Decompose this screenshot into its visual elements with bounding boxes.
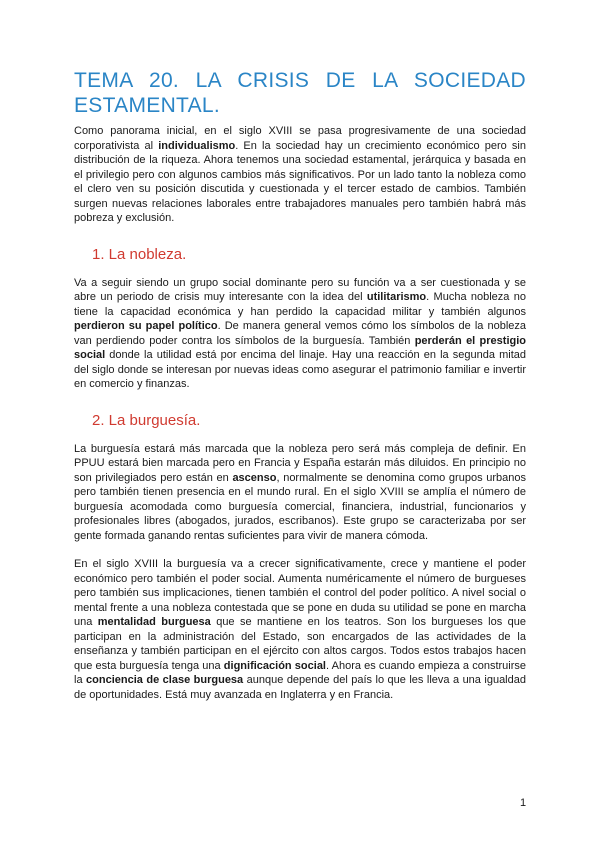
nobleza-text-3: . De manera general vemos cómo los símbolos de la nobleza van perdiendo poder contra los símbolos de la burguesía. También [74,320,527,347]
burguesia-paragraph-1 [74,442,526,544]
burguesia2-bold-conciencia: conciencia de clase burguesa [86,674,244,686]
burguesia2-bold-mentalidad: mentalidad burguesa [97,616,211,628]
nobleza-bold-utilitarismo: utilitarismo [366,291,427,303]
document-page [74,68,526,702]
nobleza-text-1: Va a seguir siendo un grupo social dominante pero su función va a ser cuestionada y se abre un periodo de crisis muy interesante con la idea del [74,276,526,303]
burguesia2-text-4: aunque depende del país lo que les lleva a una igualdad de oportunidades. Está muy avanzada en Inglaterra y en Francia. [74,674,526,701]
section-heading-burguesia: 2. La burguesía. [92,411,201,429]
burguesia1-text-1: La burguesía estará más marcada que la nobleza pero será más compleja de definir. En PPUU estará bien marcada pero en Francia y España estarán más diluidos. En principio no son privilegiados pero están en [74,442,526,484]
burguesia1-bold-ascenso: ascenso [232,471,277,484]
burguesia2-text-2: que se mantiene en los teatros. Son los burgueses los que participan en la administración del Estado, son encargados de las actividades de la enseñanza y también participan en el ejército con altos cargos. Todos estos trabajos hacen que esta burguesía tenga una [74,616,526,672]
document-title: TEMA 20. LA CRISIS DE LA SOCIEDAD ESTAMENTAL. [74,69,526,117]
nobleza-bold-prestigio: perderán el prestigio social [74,334,526,361]
nobleza-paragraph [74,276,526,392]
section-heading-nobleza: 1. La nobleza. [92,245,187,263]
nobleza-text-4: donde la utilidad está por encima del linaje. Hay una reacción en la segunda mitad del siglo donde se interesan por nuevas ideas como asegurar el patrimonio familiar e invertir en comercio y finanzas. [74,349,526,390]
nobleza-bold-papel-politico: perdieron su papel político [74,320,218,332]
burguesia2-bold-dignificacion: dignificación social [223,659,326,672]
intro-bold-individualismo: individualismo [158,139,236,152]
burguesia2-text-1: En el siglo XVIII la burguesía va a crecer significativamente, crece y mantiene el poder económico pero también el poder social. Aumenta numéricamente el número de burgueses pero también sus implicaciones, tienen también el control del poder político. A nivel social o mental frente a una nobleza contestada que se pone en duda su utilidad se pone en marcha una [74,558,526,628]
page-number: 1 [520,797,527,809]
burguesia1-text-2: , normalmente se denomina como grupos urbanos pero también tienen presencia en el mundo rural. En el siglo XVIII se amplía el número de burguesía acomodada como burguesía comercial, financiera, industrial, funcionarios y profesionales libres (abogados, jurados, escribanos). Este grupo se caracterizaba por ser gente formada ganando rentas suficientes para vivir de manera cómoda. [74,471,526,542]
intro-paragraph [74,124,526,226]
burguesia2-text-3: . Ahora es cuando empieza a construirse la [74,659,527,686]
intro-text-2: . En la sociedad hay un crecimiento económico pero sin distribución de la riqueza. Ahora tenemos una sociedad estamental, jerárquica y basada en el privilegio pero con algunos cambios más significativos. Por un lado tanto la nobleza como el clero ven su posición discutida y cuestionada y el tercer estado de cambios. También surgen nuevas relaciones laborales entre trabajadores manuales pero también habrá más pobreza y exclusión. [74,139,526,224]
intro-text-1: Como panorama inicial, en el siglo XVIII se pasa progresivamente de una sociedad corporativista al [74,125,526,152]
burguesia-paragraph-2 [74,557,526,702]
nobleza-text-2: . Mucha nobleza no tiene la capacidad económica y han perdido la capacidad militar y también algunos [74,291,526,318]
